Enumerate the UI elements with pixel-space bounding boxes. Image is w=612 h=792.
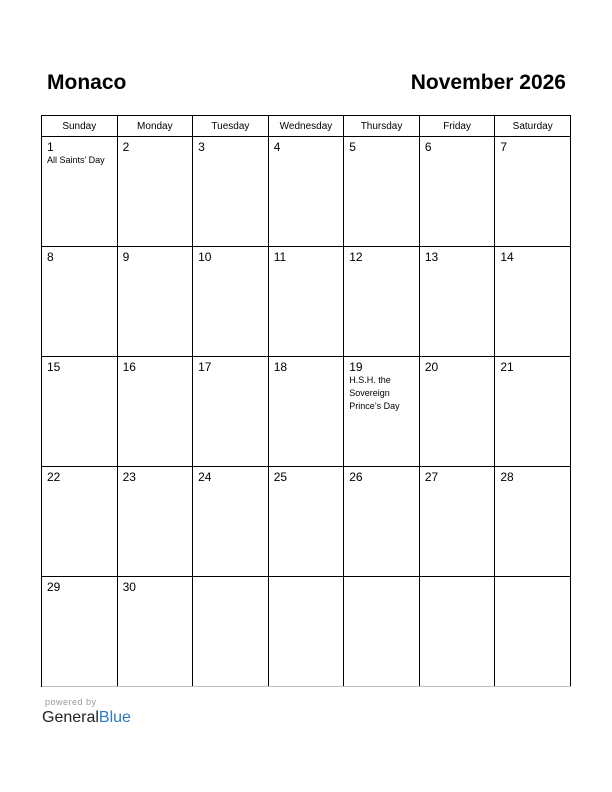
day-cell xyxy=(117,357,193,467)
day-cell xyxy=(268,137,344,247)
calendar-grid xyxy=(41,115,571,687)
day-cell xyxy=(495,137,571,247)
day-number xyxy=(344,577,419,580)
week-row-4 xyxy=(42,467,571,577)
day-cell xyxy=(42,247,118,357)
day-cell xyxy=(42,357,118,467)
day-cell xyxy=(117,467,193,577)
day-number: 11 xyxy=(273,250,287,264)
footer-divider xyxy=(42,686,571,687)
day-cell xyxy=(193,247,269,357)
powered-by-text: powered by xyxy=(45,697,97,707)
month-year-title: November 2026 xyxy=(410,71,566,94)
day-cell xyxy=(193,467,269,577)
day-cell xyxy=(419,467,495,577)
day-number: 12 xyxy=(349,250,363,264)
day-cell xyxy=(344,467,420,577)
day-number: 8 xyxy=(47,250,54,264)
day-number: 7 xyxy=(500,140,508,154)
day-number: 2 xyxy=(122,140,130,154)
day-cell xyxy=(268,467,344,577)
day-number: 23 xyxy=(122,470,136,484)
day-cell xyxy=(344,137,420,247)
day-number: 10 xyxy=(198,250,212,264)
day-cell xyxy=(495,357,571,467)
day-number: 14 xyxy=(500,250,514,264)
day-number: 30 xyxy=(122,580,136,594)
day-number: 5 xyxy=(349,140,356,154)
weekday-thursday: Thursday xyxy=(344,116,420,137)
weekday-monday: Monday xyxy=(117,116,193,137)
weekday-sunday: Sunday xyxy=(42,116,118,137)
country-title: Monaco xyxy=(47,71,127,94)
week-row-2 xyxy=(42,247,571,357)
day-number: 19 xyxy=(349,360,363,374)
day-cell xyxy=(117,247,193,357)
day-number: 24 xyxy=(198,470,212,484)
day-number xyxy=(420,577,495,580)
day-cell xyxy=(419,247,495,357)
day-number: 6 xyxy=(424,140,432,154)
day-cell xyxy=(117,137,193,247)
day-number xyxy=(495,577,570,580)
week-row-3 xyxy=(42,357,571,467)
day-number xyxy=(269,577,344,580)
day-number: 4 xyxy=(273,140,281,154)
day-cell xyxy=(268,247,344,357)
weekday-wednesday: Wednesday xyxy=(268,116,344,137)
day-cell xyxy=(42,137,118,247)
day-number: 25 xyxy=(273,470,288,484)
day-number: 22 xyxy=(47,470,61,484)
holiday-label: All Saints’ Day xyxy=(47,155,105,165)
day-cell xyxy=(419,137,495,247)
weekday-saturday: Saturday xyxy=(495,116,571,137)
day-cell xyxy=(419,357,495,467)
brand-logo-blue: Blue xyxy=(98,709,131,726)
day-number: 1 xyxy=(47,140,54,154)
day-cell xyxy=(495,247,571,357)
day-number: 9 xyxy=(122,250,130,264)
day-cell xyxy=(193,357,269,467)
day-number: 21 xyxy=(500,360,514,374)
day-number: 28 xyxy=(500,470,514,484)
day-cell xyxy=(344,577,420,687)
day-number: 16 xyxy=(122,360,136,374)
day-cell xyxy=(344,357,420,467)
day-number: 17 xyxy=(198,360,212,374)
holiday-label: H.S.H. the Sovereign Prince’s Day xyxy=(349,375,400,411)
day-cell xyxy=(495,577,571,687)
weekday-friday: Friday xyxy=(419,116,495,137)
day-number: 20 xyxy=(424,360,439,374)
brand-logo-general: General xyxy=(42,709,99,726)
day-cell xyxy=(117,577,193,687)
day-cell xyxy=(42,467,118,577)
day-number: 27 xyxy=(424,470,439,484)
week-row-1 xyxy=(42,137,571,247)
day-number: 29 xyxy=(47,580,61,594)
day-number: 18 xyxy=(273,360,288,374)
day-cell xyxy=(193,577,269,687)
day-cell xyxy=(42,577,118,687)
day-cell xyxy=(268,577,344,687)
weekday-header-row xyxy=(42,116,571,137)
day-cell xyxy=(419,577,495,687)
brand-logo[interactable] xyxy=(42,708,131,728)
day-number: 13 xyxy=(424,250,439,264)
day-number: 26 xyxy=(349,470,363,484)
day-number: 3 xyxy=(198,140,205,154)
day-cell xyxy=(344,247,420,357)
day-number: 15 xyxy=(47,360,61,374)
day-cell xyxy=(268,357,344,467)
week-row-5 xyxy=(42,577,571,687)
day-cell xyxy=(193,137,269,247)
day-cell xyxy=(495,467,571,577)
weekday-tuesday: Tuesday xyxy=(193,116,269,137)
day-number xyxy=(193,577,268,580)
